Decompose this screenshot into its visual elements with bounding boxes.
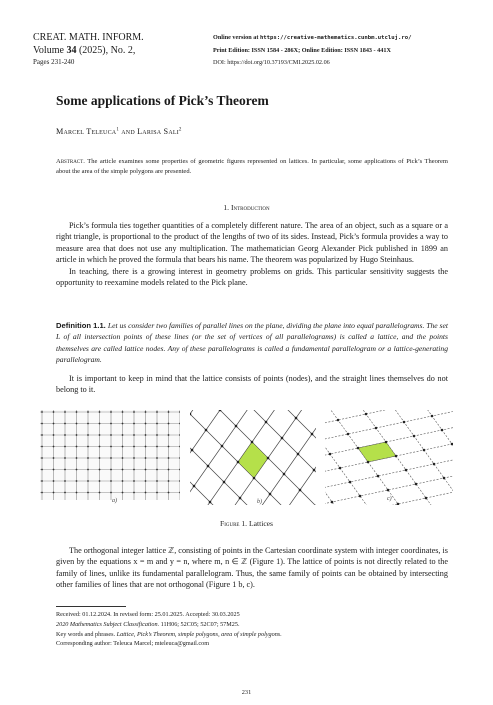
lattice-node (191, 449, 194, 452)
lattice-node (99, 469, 101, 471)
lattice-node (269, 493, 272, 496)
publication-info (213, 32, 412, 70)
lattice-node (41, 434, 43, 436)
lattice-line (174, 410, 374, 515)
lattice-node (413, 435, 416, 438)
lattice-node (87, 457, 89, 459)
lattice-node (110, 469, 112, 471)
figure-label-a: a) (112, 498, 117, 504)
lattice-node (76, 469, 78, 471)
lattice-node (76, 480, 78, 482)
lattice-node (179, 446, 181, 448)
lattice-node (122, 411, 124, 413)
lattice-node (405, 469, 408, 472)
msc-classification: 2020 Mathematics Subject Classification. 11H06; 52C05; 52C07; 57M25. (56, 620, 240, 628)
intro-paragraph-2: In teaching, there is a growing interest in geometry problems on grids. This particular sensitivity suggests the opportunity to reexamine models related to the Pick plane. (56, 266, 448, 288)
lattice-node (395, 455, 398, 458)
lattice-node (133, 492, 135, 494)
lattice-node (347, 433, 350, 436)
lattice-node (387, 489, 390, 492)
lattice-line (342, 410, 453, 515)
received-dates: Received: 01.12.2024. In revised form: 25.01.2025. Accepted: 30.03.2025 (56, 611, 240, 618)
lattice-node (377, 475, 380, 478)
paragraph-lattice-note: It is important to keep in mind that the lattice consists of points (nodes), and the straight lines themselves do not belong to it. (56, 374, 448, 395)
lattice-node (156, 492, 158, 494)
lattice-node (311, 433, 314, 436)
lattice-node (156, 423, 158, 425)
lattice-line (138, 472, 453, 515)
abstract-text: The article examines some properties of geometric figures represented on lattices. In particular, some applications of Pick’s Theorem about the area of the simple polygons are presented. (56, 158, 448, 175)
lattice-node (53, 480, 55, 482)
lattice-node (64, 492, 66, 494)
lattice-node (145, 480, 147, 482)
lattice-node (99, 457, 101, 459)
lattice-node (283, 473, 286, 476)
lattice-node (87, 411, 89, 413)
lattice-node (385, 441, 388, 444)
definition-text: Let us consider two families of parallel lines on the plane, dividing the plane into equal parallelograms. The set L of all intersection points of these lines (or the set of vertices of all parallelograms) is called a lattice, and the points themselves are called lattice nodes. Any of these parallelograms is called a fundamental parallelogram or a lattice-generating parallelogram. (56, 321, 448, 365)
lattice-node (145, 457, 147, 459)
lattice-node (99, 423, 101, 425)
lattice-node (433, 463, 436, 466)
authors: Marcel Teleuca$^1$ and Larisa Sali$^2$ (56, 127, 182, 136)
lattice-node (133, 480, 135, 482)
lattice-line (426, 410, 453, 515)
definition-block (56, 320, 448, 366)
lattice-node (133, 423, 135, 425)
lattice-node (87, 446, 89, 448)
lattice-node (41, 469, 43, 471)
lattice-node (359, 495, 362, 498)
lattice-node (299, 489, 302, 492)
lattice-node (451, 443, 453, 446)
lattice-node (64, 423, 66, 425)
intro-paragraph-1: Pick’s formula ties together quantities of a completely different nature. The area of an object, such as a square or a right triangle, is proportional to the product of the lengths of two of its sides. Instead, Pick’s formula provides a way to measure area that does not use any multiplication. The mathematician Georg Alexander Pick published in 1899 an article in which he proved the formula that bears his name. The theorem was popularized by Hugo Steinhaus. (56, 221, 448, 265)
lattice-node (110, 446, 112, 448)
lattice-node (145, 469, 147, 471)
lattice-node (110, 480, 112, 482)
lattice-node (235, 425, 238, 428)
lattice-node (64, 469, 66, 471)
lattice-node (145, 423, 147, 425)
lattice-node (367, 461, 370, 464)
lattice-node (145, 446, 147, 448)
lattice-node (133, 446, 135, 448)
page-range: Pages 231-240 (33, 58, 75, 66)
lattice-node (156, 411, 158, 413)
lattice-node (168, 434, 170, 436)
lattice-node (239, 497, 242, 500)
lattice-node (331, 501, 334, 504)
lattice-node (53, 457, 55, 459)
lattice-node (145, 492, 147, 494)
lattice-node (110, 434, 112, 436)
lattice-node (339, 467, 342, 470)
lattice-node (53, 411, 55, 413)
paragraph-orthogonal-lattice: The orthogonal integer lattice ℤ, consisting of points in the Cartesian coordinate system with integer coordinates, is given by the equations x = m and y = n, where m, n ∈ ℤ (Figure 1). The lattice of points is not directly related to the family of lines, unlike its fundamental parallelogram. Thus, the same family of points can be obtained by intersecting other families of lines that are not orthogonal (Figure 1 b, c). (56, 546, 448, 590)
lattice-node (99, 446, 101, 448)
lattice-node (193, 485, 196, 488)
lattice-line (158, 500, 453, 515)
lattice-node (431, 415, 434, 418)
lattice-line (176, 410, 453, 515)
lattice-node (156, 434, 158, 436)
lattice-node (281, 437, 284, 440)
lattice-node (221, 445, 224, 448)
lattice-node (423, 449, 426, 452)
keywords: Key words and phrases. Lattice, Pick’s Theorem, simple polygons, area of simple polygons. (56, 630, 282, 638)
abstract (56, 157, 448, 177)
lattice-line (286, 410, 453, 515)
lattice-node (168, 492, 170, 494)
lattice-node (375, 427, 378, 430)
lattice-node (179, 411, 181, 413)
journal-header (33, 31, 144, 67)
lattice-node (337, 419, 340, 422)
lattice-node (76, 411, 78, 413)
lattice-node (156, 457, 158, 459)
page-number: 231 (241, 689, 252, 696)
lattice-line (314, 410, 453, 515)
lattice-node (133, 469, 135, 471)
lattice-line (144, 410, 424, 515)
lattice-node (168, 480, 170, 482)
print-edition: Print Edition: ISSN 1584 - 286X; Online Edition: ISSN 1843 - 441X (213, 46, 391, 54)
lattice-node (110, 411, 112, 413)
abstract-label: Abstract. (56, 158, 85, 165)
lattice-node (267, 457, 270, 460)
lattice-node (179, 423, 181, 425)
lattice-node (87, 480, 89, 482)
lattice-node (168, 469, 170, 471)
intro-paragraphs (56, 220, 448, 288)
lattice-node (295, 417, 298, 420)
lattice-node (205, 429, 208, 432)
lattice-node (122, 469, 124, 471)
lattice-node (53, 434, 55, 436)
lattice-node (329, 453, 332, 456)
author-1: Marcel Teleuca (56, 127, 117, 136)
lattice-node (265, 421, 268, 424)
lattice-node (87, 423, 89, 425)
fundamental-parallelogram-b (238, 442, 268, 478)
lattice-node (122, 480, 124, 482)
lattice-node (41, 423, 43, 425)
lattice-node (237, 461, 240, 464)
lattice-node (145, 434, 147, 436)
lattice-node (315, 505, 318, 508)
lattice-node (76, 434, 78, 436)
author-2: Larisa Sali (137, 127, 179, 136)
lattice-a (40, 410, 181, 500)
lattice-node (64, 411, 66, 413)
lattice-node (122, 446, 124, 448)
lattice-node (253, 477, 256, 480)
lattice-node (99, 411, 101, 413)
volume-info: Volume 34 (2025), No. 2, (33, 45, 136, 56)
lattice-node (403, 421, 406, 424)
lattice-node (76, 423, 78, 425)
lattice-node (168, 411, 170, 413)
lattice-node (122, 492, 124, 494)
fundamental-parallelogram-c (358, 442, 396, 462)
lattice-node (145, 411, 147, 413)
lattice-node (179, 457, 181, 459)
lattice-node (53, 423, 55, 425)
lattice-node (189, 413, 192, 416)
lattice-node (76, 446, 78, 448)
lattice-node (168, 446, 170, 448)
figure-label-b: b) (257, 499, 262, 505)
lattice-node (179, 480, 181, 482)
online-version: Online version at https://creative-mathematics.cunbm.utcluj.ro/ (213, 34, 412, 41)
lattice-node (156, 480, 158, 482)
lattice-node (349, 481, 352, 484)
section-heading: 1. Introduction (223, 203, 270, 212)
corresponding-author: Corresponding author: Teleuca Marcel; mteleuca@gmail.com (56, 640, 210, 648)
lattice-node (64, 480, 66, 482)
lattice-node (41, 492, 43, 494)
lattice-line (202, 410, 402, 515)
lattice-node (168, 423, 170, 425)
lattice-node (425, 497, 428, 500)
footnote-rule (56, 606, 126, 607)
lattice-node (251, 441, 254, 444)
lattice-node (64, 446, 66, 448)
lattice-node (99, 480, 101, 482)
lattice-node (53, 469, 55, 471)
lattice-line (398, 410, 453, 515)
lattice-node (41, 480, 43, 482)
online-url-link[interactable]: https://creative-mathematics.cunbm.utcluj.ro/ (259, 35, 412, 41)
lattice-node (122, 434, 124, 436)
lattice-node (179, 434, 181, 436)
lattice-node (179, 492, 181, 494)
lattice-node (64, 434, 66, 436)
lattice-node (87, 434, 89, 436)
lattice-node (133, 457, 135, 459)
lattice-node (313, 469, 316, 472)
lattice-node (64, 457, 66, 459)
figure-caption: Figure 1. Lattices (219, 519, 274, 528)
lattice-node (443, 477, 446, 480)
lattice-line (148, 410, 453, 515)
lattice-node (223, 481, 226, 484)
lattice-node (365, 413, 368, 416)
lattice-node (41, 457, 43, 459)
lattice-node (415, 483, 418, 486)
lattice-figure (40, 410, 453, 515)
footnotes (56, 610, 456, 649)
lattice-node (441, 429, 444, 432)
lattice-node (168, 457, 170, 459)
lattice-node (207, 465, 210, 468)
lattice-node (110, 423, 112, 425)
lattice-node (357, 447, 360, 450)
lattice-node (133, 411, 135, 413)
lattice-node (209, 501, 212, 504)
lattice-node (133, 434, 135, 436)
figure-label-c: c) (387, 496, 392, 502)
journal-name: CREAT. MATH. INFORM. (33, 32, 144, 43)
lattice-node (76, 492, 78, 494)
definition-label: Definition 1.1. (56, 321, 106, 330)
lattice-node (76, 457, 78, 459)
lattice-node (156, 446, 158, 448)
lattice-node (53, 492, 55, 494)
lattice-line (204, 410, 453, 442)
lattice-line (176, 410, 453, 482)
lattice-node (41, 446, 43, 448)
lattice-node (110, 457, 112, 459)
paper-title: Some applications of Pick’s Theorem (56, 93, 269, 108)
lattice-line (192, 410, 453, 515)
lattice-line (258, 410, 453, 515)
lattice-node (99, 434, 101, 436)
lattice-node (179, 469, 181, 471)
lattice-node (87, 492, 89, 494)
lattice-node (87, 469, 89, 471)
lattice-node (297, 453, 300, 456)
lattice-node (41, 411, 43, 413)
lattice-node (53, 446, 55, 448)
lattice-node (110, 492, 112, 494)
lattice-node (122, 423, 124, 425)
lattice-node (99, 492, 101, 494)
lattice-node (122, 457, 124, 459)
lattice-line (162, 410, 453, 502)
lattice-node (397, 503, 400, 506)
doi-link[interactable]: DOI: https://doi.org/10.37193/CMI.2025.02.06 (213, 59, 330, 67)
lattice-node (156, 469, 158, 471)
